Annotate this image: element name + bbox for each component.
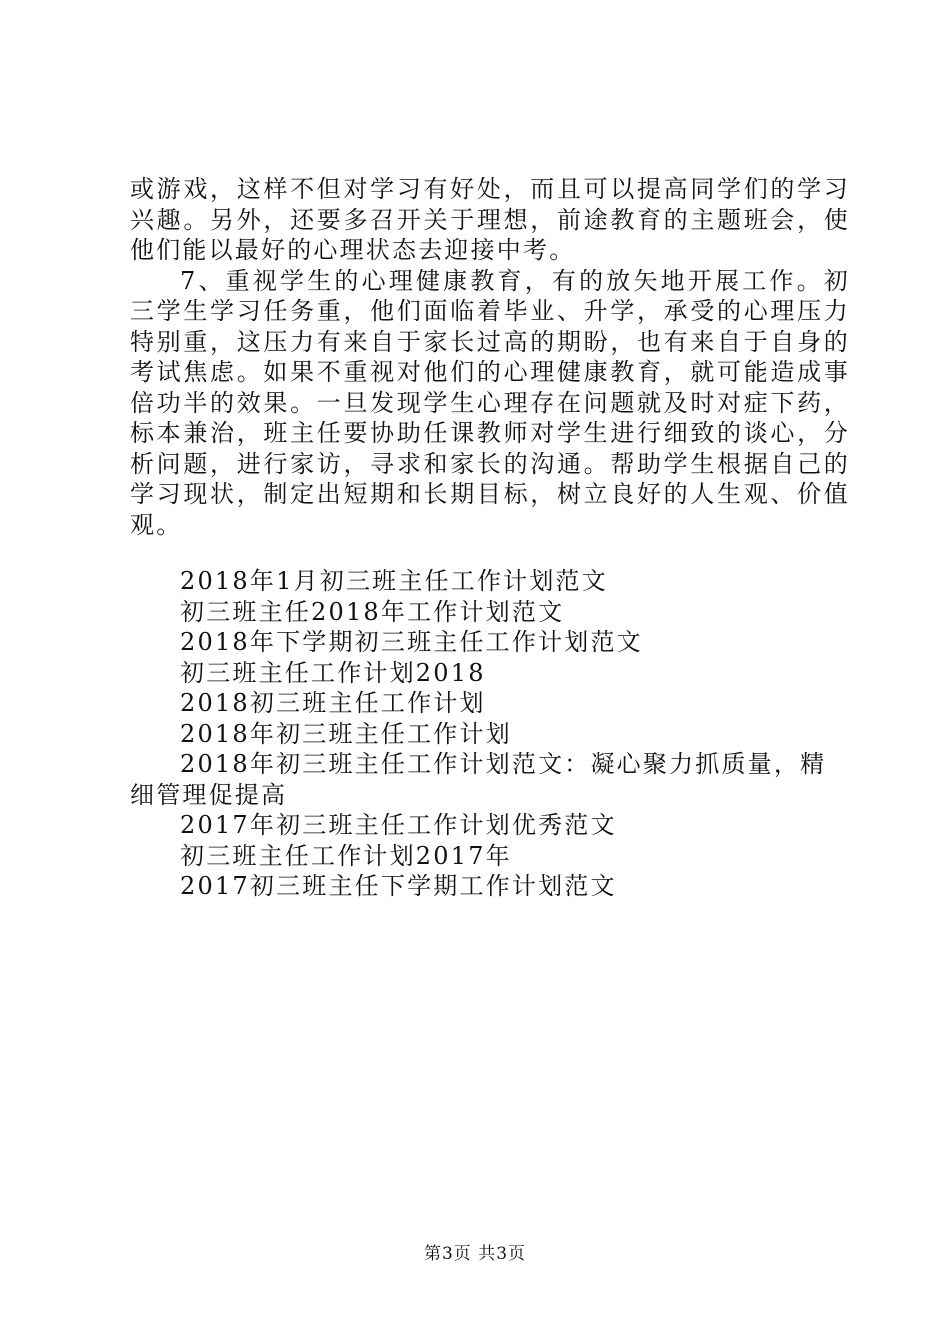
related-link[interactable]: 初三班主任工作计划2017年 <box>180 841 512 870</box>
related-link[interactable]: 初三班主任工作计划2018 <box>180 658 486 687</box>
related-link[interactable]: 2018年1月初三班主任工作计划范文 <box>180 567 608 595</box>
page-footer: 第3页 共3页 <box>423 1244 527 1264</box>
related-link[interactable]: 初三班主任2018年工作计划范文 <box>180 597 565 626</box>
related-link[interactable]: 2017年初三班主任工作计划优秀范文 <box>180 811 617 839</box>
related-link[interactable]: 2018初三班主任工作计划 <box>180 689 486 717</box>
related-links-list <box>130 566 850 902</box>
related-link[interactable]: 2017初三班主任下学期工作计划范文 <box>180 872 617 900</box>
related-link[interactable]: 2018年下学期初三班主任工作计划范文 <box>180 628 643 656</box>
body-paragraph-item-7: 7、重视学生的心理健康教育，有的放矢地开展工作。初三学生学习任务重，他们面临着毕业、升学，承受的心理压力特别重，这压力有来自于家长过高的期盼，也有来自于自身的考试焦虑。如果不重视对他们的心理健康教育，就可能造成事倍功半的效果。一旦发现学生心理存在问题就及时对症下药，标本兼治，班主任要协助任课教师对学生进行细致的谈心，分析问题，进行家访，寻求和家长的沟通。帮助学生根据自己的学习现状，制定出短期和长期目标，树立良好的人生观、价值观。 <box>130 266 850 539</box>
body-paragraph-continued: 或游戏，这样不但对学习有好处，而且可以提高同学们的学习兴趣。另外，还要多召开关于理想，前途教育的主题班会，使他们能以最好的心理状态去迎接中考。 <box>130 175 850 264</box>
related-link[interactable]: 2018年初三班主任工作计划范文：凝心聚力抓质量，精细管理促提高 <box>130 750 827 809</box>
related-link[interactable]: 2018年初三班主任工作计划 <box>180 719 512 748</box>
document-content <box>130 174 850 902</box>
